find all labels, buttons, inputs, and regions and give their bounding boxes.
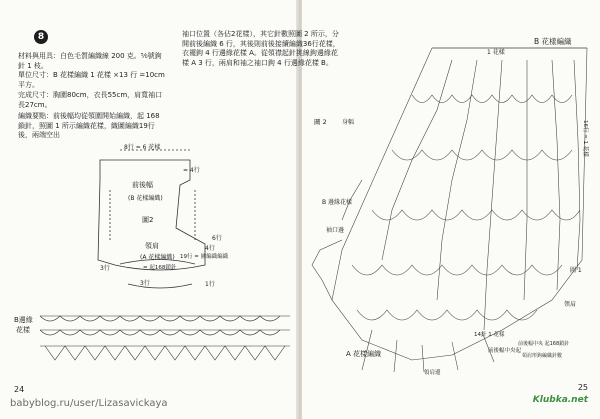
rows3-center-label: 3行: [140, 280, 150, 287]
row16-label: 16行 = 1 花樣: [582, 120, 588, 157]
front-back-start-label: 前後幅中央起: [488, 348, 522, 354]
rows3-left-label: 3行: [100, 265, 110, 272]
section-number-badge: 8: [34, 30, 48, 44]
klubka-logo: Klubka.net: [532, 395, 588, 405]
fig2-right-label: 圖 2: [314, 118, 327, 126]
b-pattern-title: B 花樣編織: [534, 37, 572, 46]
body-label: 身幅: [342, 119, 355, 126]
fig1-label: 圖 1: [570, 267, 582, 274]
fig2-label: 圖2: [142, 216, 154, 224]
six-rows-label: 6行: [212, 235, 222, 242]
a-pattern-label: (A 花樣編織): [140, 254, 175, 261]
left-page-number: 24: [14, 385, 25, 394]
rows1-label: 1行: [205, 281, 215, 288]
front-back-label: 前後幅: [132, 181, 153, 189]
top-dim-label: 8行 = 6 花樣: [124, 144, 161, 151]
sleeve-label: 袖口邊: [326, 227, 345, 234]
continued-text: 袖口位置（各佔2花樣），其它針數照圖 2 所示，分開前後編織 6 行，其後則前後接續編織36行花樣，衣襬鉤 4 行邊緣花樣 A。從領襟起針挑線鉤邊緣花樣 A 3 行，兩肩和袖之袖口鉤 4 行邊緣花樣 B。: [182, 30, 340, 67]
right-page-number: 25: [577, 383, 588, 392]
right-diagram: [302, 0, 600, 419]
pattern-rows-label: 19行 = 圖編織編織: [180, 254, 229, 260]
chain-start-label: = 起168鎖針: [143, 265, 177, 271]
edge-b-pattern-strip: [40, 316, 290, 360]
edge-b-label-2: 花樣: [16, 326, 30, 334]
one-pattern-label: 1 花樣: [487, 49, 505, 56]
b-edge-label: B 邊緣花樣: [322, 199, 353, 206]
four-rows-label: 4行: [205, 245, 215, 252]
rows4-label: = 4行: [183, 167, 200, 174]
watermark-text: babyblog.ru/user/Lizasavickaya: [10, 398, 168, 409]
edge-b-label: B邊緣: [14, 316, 33, 324]
collar-right-label: 領肩: [564, 301, 577, 308]
collar-label: 領肩: [145, 242, 159, 250]
knitting-points-text: 編織要點：前後幅均從領圍開始編織，起 168 鎖針，照圖 1 所示編織花樣，織圖編織19行後，兩端空出: [18, 112, 160, 140]
b-pattern-label: (B 花樣編織): [128, 195, 163, 202]
start-chain-label: 14針 1 花樣: [474, 332, 505, 338]
unit-size-text: 單位尺寸：B 花樣編織 1 花樣 ×13 行 =10cm 平方。: [18, 71, 165, 89]
collar-note: 領肩形鉤編織針數: [522, 353, 563, 359]
front-back-note: 前後幅中央 起168鎖針: [518, 341, 570, 347]
finished-size-text: 完成尺寸：胸圍80cm，衣長55cm，肩寬袖口長27cm。: [18, 91, 163, 109]
collar-edge-label: 領肩邊: [424, 370, 441, 376]
crochet-chart: [312, 48, 587, 372]
a-edge-title: A 花樣編織: [346, 350, 382, 358]
materials-text: 材料與用具：白色毛質編織線 200 克。⁵⁄₀號鉤針 1 枝。: [18, 52, 162, 70]
